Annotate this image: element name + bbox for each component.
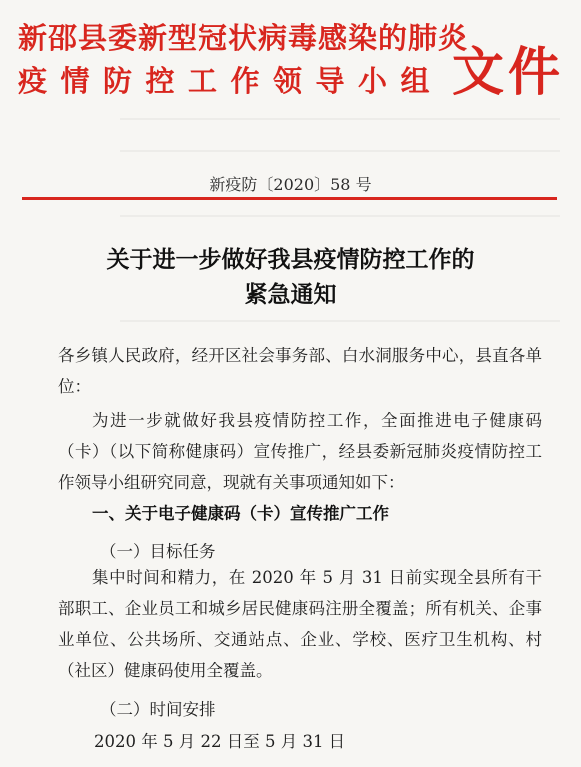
issuing-authority-line1: 新邵县委新型冠状病毒感染的肺炎: [18, 21, 469, 55]
subsection-heading: （一）目标任务: [100, 542, 216, 561]
document-number: 新疫防〔2020〕58 号: [209, 175, 372, 194]
section-heading: 一、关于电子健康码（卡）宣传推广工作: [92, 504, 389, 523]
bleed-through-line: [120, 215, 560, 217]
notice-title-line1: 关于进一步做好我县疫情防控工作的: [106, 247, 475, 273]
recipients: 各乡镇人民政府，经开区社会事务部、白水洞服务中心，县直各单位：: [58, 346, 542, 396]
document-type-label: 文件: [452, 43, 565, 103]
issuing-authority-line2: 疫情防控工作领导小组: [18, 64, 444, 98]
subsection-heading: （二）时间安排: [100, 700, 216, 719]
date-range: 2020 年 5 月 22 日至 5 月 31 日: [94, 732, 346, 751]
subsection-paragraph: 集中时间和精力，在 2020 年 5 月 31 日前实现全县所有干部职工、企业员工和城乡居民健康码注册全覆盖；所有机关、企事业单位、公共场所、交通站点、企业、学校、医疗卫生机构、村（社区）健康码使用全覆盖。: [58, 568, 542, 680]
bleed-through-line: [120, 320, 560, 322]
red-divider: [22, 197, 557, 200]
notice-title-line2: 紧急通知: [244, 282, 337, 308]
bleed-through-line: [120, 118, 560, 120]
intro-paragraph: 为进一步就做好我县疫情防控工作，全面推进电子健康码（卡）（以下简称健康码）宣传推广，经县委新冠肺炎疫情防控工作领导小组研究同意，现就有关事项通知如下：: [58, 411, 542, 492]
bleed-through-line: [120, 150, 560, 152]
